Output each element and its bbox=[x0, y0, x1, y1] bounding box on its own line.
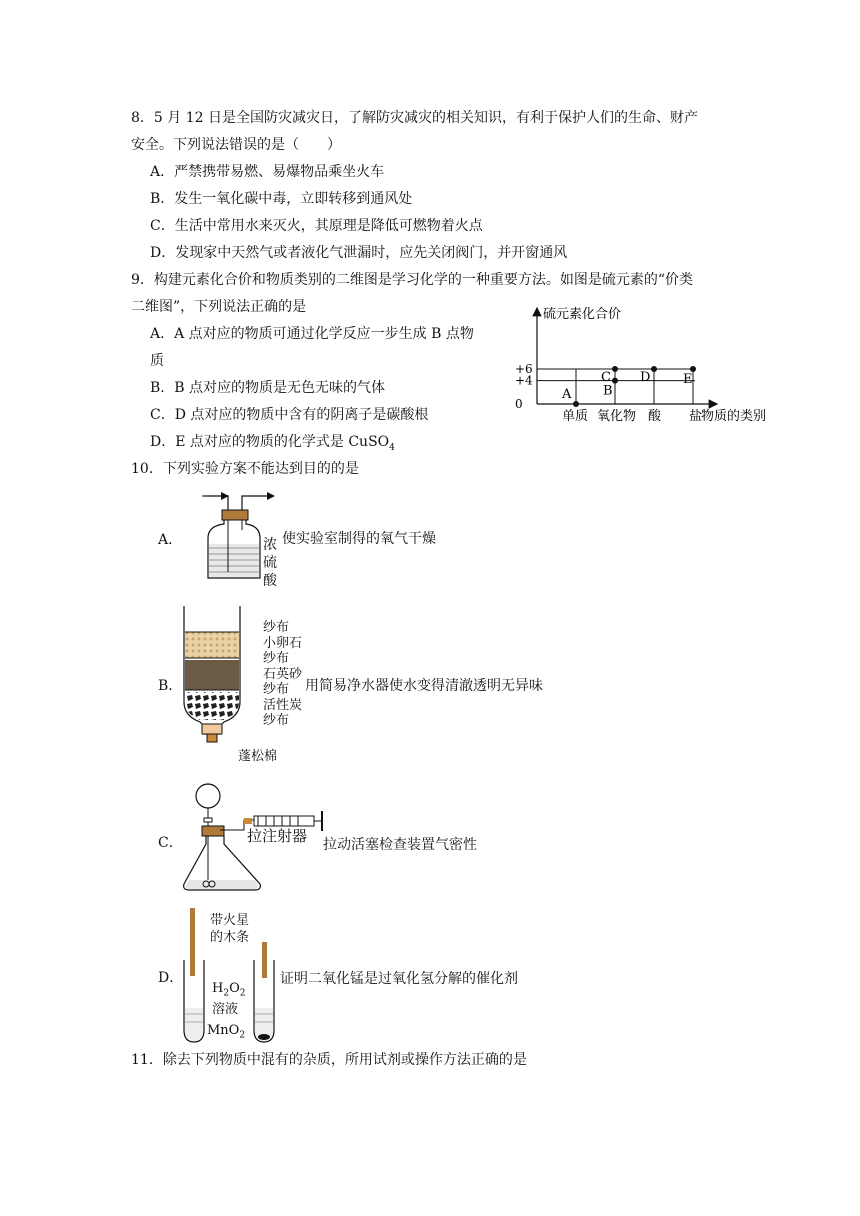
y-tick-label: 0 bbox=[515, 397, 523, 411]
glowing-splint-label: 带火星 的木条 bbox=[210, 913, 250, 945]
filter-layer-labels: 纱布 小卵石 纱布 石英砂 纱布 活性炭 纱布 bbox=[263, 620, 303, 728]
y-tick-label: +6 bbox=[515, 362, 533, 377]
point-d bbox=[651, 366, 657, 372]
point-label: E bbox=[683, 372, 693, 388]
x-tick-label: 盐 bbox=[689, 409, 703, 424]
q10-c-letter: C． bbox=[158, 835, 183, 851]
q8-option-a: A．严禁携带易燃、易爆物品乘坐火车 bbox=[150, 164, 385, 180]
chart-grid bbox=[537, 369, 695, 404]
q9-option-b: B．B 点对应的物质是无色无味的气体 bbox=[150, 380, 386, 396]
q9-stem-line2: 二维图”，下列说法正确的是 bbox=[131, 299, 307, 315]
point-a bbox=[573, 401, 579, 407]
point-label: A bbox=[562, 387, 572, 402]
q9-option-a-line1: A．A 点对应的物质可通过化学反应一步生成 B 点物 bbox=[150, 326, 474, 342]
x-tick-label: 氧化物 bbox=[597, 409, 637, 424]
q9-option-d: D．E 点对应的物质的化学式是 CuSO$_4$ bbox=[150, 434, 395, 453]
q10-c-desc: 拉动活塞检查装置气密性 bbox=[323, 837, 477, 853]
syringe-label: 拉注射器 bbox=[247, 827, 308, 845]
q10-stem: 10．下列实验方案不能达到目的的是 bbox=[131, 461, 359, 477]
point-label: C bbox=[601, 370, 611, 386]
q9-stem-line1: 9．构建元素化合价和物质类别的二维图是学习化学的一种重要方法。如图是硫元素的“价类 bbox=[131, 272, 694, 288]
point-label: D bbox=[640, 370, 651, 386]
point-c bbox=[612, 366, 618, 372]
x-axis-label: 物质的类别 bbox=[701, 409, 767, 424]
point-label: B bbox=[603, 383, 613, 399]
x-tick-label: 酸 bbox=[648, 409, 662, 424]
q10-b-letter: B． bbox=[158, 678, 183, 694]
h2o2-solution-label: $H_2O_2$ 溶液 bbox=[212, 981, 246, 1017]
y-axis-label: 硫元素化合价 bbox=[543, 307, 622, 322]
mno2-label: MnO$_2$ bbox=[207, 1023, 246, 1041]
q8-stem-line1: 8．5 月 12 日是全国防灾减灾日，了解防灾减灾的相关知识，有利于保护人们的生命、财产 bbox=[131, 110, 698, 126]
q9-option-a-line2: 质 bbox=[150, 353, 164, 369]
q8-stem-line2: 安全。下列说法错误的是（ ） bbox=[131, 137, 341, 153]
q11-stem: 11．除去下列物质中混有的杂质，所用试剂或操作方法正确的是 bbox=[131, 1052, 527, 1068]
chart-points bbox=[561, 366, 696, 407]
q9-option-c: C．D 点对应的物质中含有的阴离子是碳酸根 bbox=[150, 407, 429, 423]
concentrated-sulfuric-acid-label: 浓 硫 酸 bbox=[263, 537, 277, 589]
simple-water-purifier bbox=[178, 606, 268, 756]
q10-d-desc: 证明二氧化锰是过氧化氢分解的催化剂 bbox=[280, 971, 518, 987]
point-b bbox=[612, 378, 618, 384]
q8-option-d: D．发现家中天然气或者液化气泄漏时，应先关闭阀门，并开窗通风 bbox=[150, 245, 568, 261]
q10-a-desc: 使实验室制得的氧气干燥 bbox=[282, 531, 436, 547]
x-tick-label: 单质 bbox=[562, 409, 589, 424]
cotton-label: 蓬松棉 bbox=[238, 749, 278, 764]
q8-option-c: C．生活中常用水来灭火，其原理是降低可燃物着火点 bbox=[150, 218, 483, 234]
q8-option-b: B．发生一氧化碳中毒，立即转移到通风处 bbox=[150, 191, 413, 207]
q10-a-letter: A． bbox=[158, 532, 183, 548]
q10-b-desc: 用简易净水器使水变得清澈透明无异味 bbox=[305, 678, 543, 694]
y-tick-label: +4 bbox=[515, 373, 533, 388]
valence-category-chart bbox=[505, 300, 790, 430]
q10-d-letter: D． bbox=[158, 970, 184, 986]
